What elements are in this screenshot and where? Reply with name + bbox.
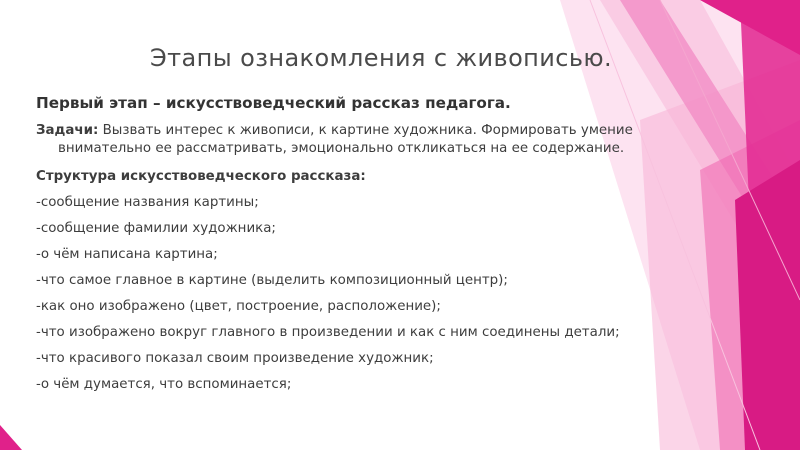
decor-shape xyxy=(0,425,22,450)
slide-title: Этапы ознакомления с живописью. xyxy=(150,44,613,72)
slide-content xyxy=(36,94,706,402)
list-item: -сообщение фамилии художника; xyxy=(36,221,276,236)
list-item: -что красивого показал своим произведение художник; xyxy=(36,351,434,366)
list-item: -как оно изображено (цвет, построение, расположение); xyxy=(36,299,441,314)
list-item: -что самое главное в картине (выделить композиционный центр); xyxy=(36,273,508,288)
list-item: -что изображено вокруг главного в произведении и как с ним соединены детали; xyxy=(36,325,620,340)
tasks-label: Задачи: xyxy=(36,123,99,138)
list-item: -о чём написана картина; xyxy=(36,247,218,262)
list-item: -о чём думается, что вспоминается; xyxy=(36,377,292,392)
stage-heading: Первый этап – искусствоведческий рассказ педагога. xyxy=(36,94,511,112)
list-item: -сообщение названия картины; xyxy=(36,195,259,210)
structure-heading: Структура искусствоведческого рассказа: xyxy=(36,169,366,184)
decor-shape xyxy=(735,160,800,450)
tasks-paragraph xyxy=(36,122,706,158)
tasks-text: Вызвать интерес к живописи, к картине художника. Формировать умение внимательно ее рассматривать, эмоционально откликаться на ее содержание. xyxy=(58,123,633,156)
